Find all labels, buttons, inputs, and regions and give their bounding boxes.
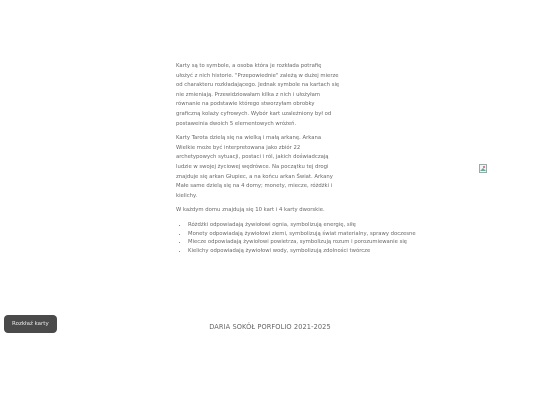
suits-list: [176, 221, 438, 255]
list-item: • Różdżki odpowiadają żywiołowi ognia, symbolizują energię, siłę: [188, 221, 438, 230]
lay-cards-button[interactable]: Rozkłaź karty: [4, 315, 57, 333]
article-paragraph: Karty Tarota dzielą się na wielką i małą arkanę. Arkana Wielkie może być interpretowana jako zbiór 22 archetypowych sytuacji, postaci i ról, jakich doświadczają ludzie w swojej życiowej wędrówce. Na początku tej drogi znajduje się arkan Głupiec, a na końcu arkan Świat. Arkany Małe same dzielą się na 4 domy; monety, miecze, różdżki i kielichy.: [176, 135, 333, 199]
footer-text: DARIA SOKÓŁ PORFOLIO 2021-2025: [209, 323, 331, 331]
list-item: • Kielichy odpowiadają żywiołowi wody, symbolizują zdolności twórcze: [188, 247, 438, 256]
article-paragraph: W każdym domu znajdują się 10 kart i 4 karty dworskie.: [176, 207, 325, 214]
list-item: • Miecze odpowiadają żywiołowi powietrza, symbolizują rozum i porozumiewanie się: [188, 238, 438, 247]
broken-image-icon: [479, 164, 487, 172]
article-body: [176, 62, 416, 255]
list-item: • Monety odpowiadają żywiołowi ziemi, symbolizują świat materialny, sprawy doczesne: [188, 230, 438, 239]
article-paragraph: Karty są to symbole, a osoba która je rozkłada potrafię ułożyć z nich historie. "Przepowiednie" zależą w dużej mierze od charakteru rozkładającego. Jednak symbole na kartach się nie zmieniają. Przewidziowałam kilka z nich i ułożyłam równanie na podstawie którego stworzyłam obrobky graficzną kolaży cyfrowych. Wybór kart uzależniony był od postaweinia dwoich 5 elementowych wróżeń.: [176, 63, 340, 127]
